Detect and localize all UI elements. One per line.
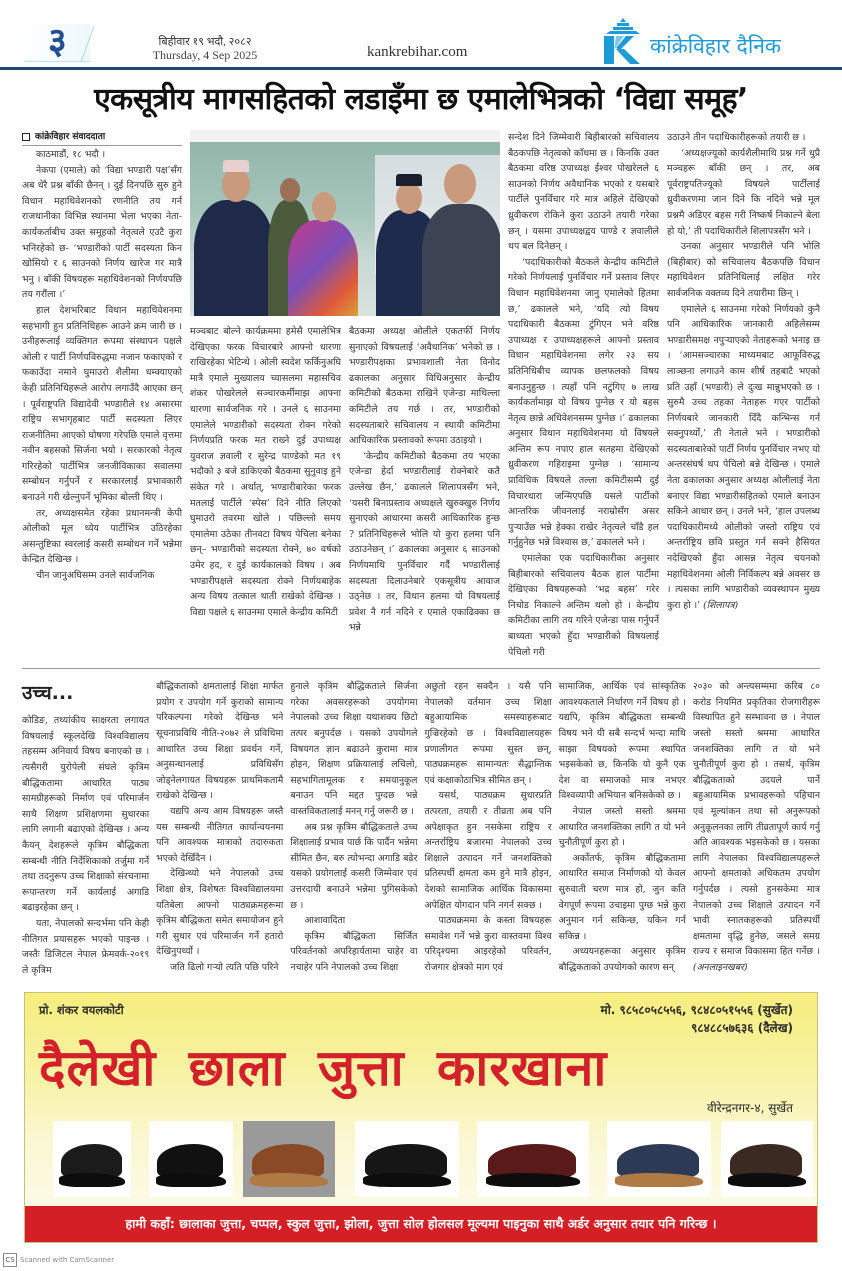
ad-proprietor: प्रो. शंकर वयलकोटी xyxy=(39,1003,124,1018)
scanner-text: Scanned with CamScanner xyxy=(20,1256,115,1265)
date-nepali: बिहीवार १९ भदौ, २०८२ xyxy=(158,36,252,48)
shoe-sole xyxy=(250,1173,327,1187)
lead-column-2 xyxy=(190,324,341,620)
ad-phone-number-2: ९८४८८५७६३६ (दैलेख) xyxy=(691,1021,793,1036)
paragraph: यता, नेपालको सन्दर्भमा पनि केही नीतिगत प्रयासहरू भएको पाइन्छ । जस्तैः डिजिटल नेपाल फ्रेमवर्क-२०१९ ले कृत्रिम xyxy=(22,917,150,976)
shoe-sole xyxy=(59,1173,125,1187)
photo-head-5 xyxy=(444,164,476,204)
subheading: आशावादिता xyxy=(304,915,346,927)
shoe-product-image xyxy=(53,1121,131,1197)
ad-phone-numbers: मो. ९८५८०५८५५६, ९८४८०५१५५६ (सुर्खेत) xyxy=(600,1003,793,1018)
continuation-kicker: उच्च... xyxy=(22,682,74,705)
paragraph: पाठ्यक्रममा के कस्ता विषयहरू समावेश गर्ने भन्ने कुरा वास्तवमा विश्व परिदृश्यमा आइरहेको परिवर्तन, रोजगार क्षेत्रको माग एवं xyxy=(424,915,552,973)
paragraph: ‘केन्द्रीय कमिटीको बैठकमा तय भएका एजेन्डा हेर्दा भण्डारीलाई रोक्नेबारे कतै उल्लेख छैन,’ ढकालले शिलापत्रसँग भने, ‘यसरी बिनाप्रस्ताव अध्यक्षले खुरुक्खुरु निर्णय सुनाएको आधारमा कसरी आधिकारिक हुन्छ ? प्रतिनिधिहरूले भोलि यो कुरा हलमा पनि उठाउनेछन् ।’ ढकालका अनुसार ६ साउनको निर्णयमाथि पुनर्विचार गर्दै भण्डारीलाई सदस्यता दिलाउनेबारे एकसूत्रीय आवाज उठ्नेछ । तर, विधान हलमा यो विषयलाई प्रवेश नै गर्न नदिने र एमाले एकाढिक्का छ भन्ने xyxy=(349,450,500,634)
paragraph: अर्कोतर्फ, कृत्रिम बौद्धिकतामा आधारित समाज निर्माणको यो केवल सुरुवाती चरण मात्र हो, जुन कति वेगपूर्ण रूपमा उचाइमा पुग्छ भन्ने कुरा अनुमान गर्न सकिन्छ, यकिन गर्न सकिन्न । xyxy=(558,852,686,942)
paragraph: बैठकमा अध्यक्ष ओलीले एकतर्फी निर्णय सुनाएको विषयलाई ‘अवैधानिक’ भनेको छ । भण्डारीपक्षका प्रभावशाली नेता विनोद ढकालका अनुसार विधिअनुसार केन्द्रीय कमिटीको बैठकमा राखिने एजेन्डा माथिल्ला कमिटीले तय गर्छ । तर, भण्डारीको सदस्यताबारे सचिवालय न स्थायी कमिटीमा आधिकारिक प्रस्तावको रूपमा उठाइयो । xyxy=(349,326,500,447)
paragraph: एमालेका एक पदाधिकारीका अनुसार बिहीबारको सचिवालय बैठक हाल पार्टीमा देखिएका विषयहरूको ‘भद्र बहस’ गरेर निचोड निकाल्ने अन्तिम थलो हो । केन्द्रीय कमिटीका लागि तय गरिने एजेन्डा पास गर्नुपर्ने बाध्यता भएको हुँदा भण्डारीको विषयलाई पेचिलो गरी xyxy=(508,553,659,658)
paragraph: सन्देश दिने जिम्मेवारी बिहीबारको सचिवालय बैठकपछि नेतृत्वको काँधमा छ । किनकि उक्त बैठकमा वरिष्ठ उपाध्यक्ष ईश्वर पोखरेलले ६ साउनको निर्णय अवैधानिक भएको र यसबारे पार्टीले पुनर्विचार गरे मात्र अहिले देखिएको ध्रुवीकरण रोकिने कुरा उठाउने तयारी गरेका छन् । यसमा उपाध्यक्षद्वय पाण्डे र ज्ञवालीले थप बल दिनेछन् । xyxy=(508,132,659,253)
second-column-3 xyxy=(290,679,417,975)
shoe-product-image xyxy=(149,1121,233,1197)
second-article xyxy=(22,679,820,978)
paragraph: यद्यपि अन्य आम विषयहरू जस्तै यस सम्बन्धी नीतिगत कार्यान्वयनमा पनि आवश्यक मात्राको तदारुकता भएको देखिँदैन । xyxy=(156,805,284,864)
paragraph: कोडिङ, तथ्यांकीय साक्षरता लगायत विषयलाई स्कूलदेखि विश्वविद्यालय तहसम्म अनिवार्य विषय बनाएको छ । त्यसैगरी युरोपेली संघले कृत्रिम बौद्धिकतामा आधारित पाठ्य सामग्रीहरूको निर्माण एवं परिमार्जन साथै शिक्षण प्रशिक्षणमा सुधारका लागि लगानी बढाएको देखिन्छ । अन्य कैयन् देशहरूले कृत्रिम बौद्धिकता सम्बन्धी नीति निर्देशिकाको तर्जुमा गर्ने तथा तदनुरूप उच्च शिक्षाको संरचनामा रूपान्तरण गर्ने कार्यलाई अगाडि बढाइरहेका छन् । xyxy=(22,715,150,914)
paragraph xyxy=(693,679,820,975)
date-english: Thursday, 4 Sep 2025 xyxy=(152,48,258,62)
paragraph: हाल देशभरिबाट विधान महाधिवेशनमा सहभागी हुन प्रतिनिधिहरू आउने क्रम जारी छ । उनीहरूलाई व्यक्तिगत रूपमा संस्थापन पक्षले ओली र पार्टी निर्णयविरुद्धमा नजान फकाएको र फकाउँदा नमाने घुमाउरो शैलीमा धम्क्याएको केही प्रतिनिधिहरूले आरोप लगाउँदै आएका छन् । पूर्वराष्ट्रपति विद्यादेवी भण्डारीले १४ असारमा राष्ट्रिय सभागृहबाट पार्टी सदस्यता लिएर राजनीतिमा आएको घोषणा गरेपछि एमाले वृत्तमा नवीन बहसको सिर्जना भयो । सरकारको नेतृत्व गरिरहेको पार्टीभित्र जनजीविकाका सवालमा सम्बोधन गर्नुपर्ने र सरकारलाई प्रभावकारी बनाउने गरी खेल्नुपर्ने भूमिका बोल्ती थिए । xyxy=(22,304,182,504)
paragraph-text: एमालेले ६ साउनमा गरेको निर्णयको कुनै पनि आधिकारिक जानकारी अहिलेसम्म भण्डारीसमक्ष नपुर्‍याएको नेताहरूको भनाइ छ । ‘आमसञ्चारका माध्यमबाट आफूविरुद्ध लाञ्छना लगाउने काम शीर्ष तहबाटै भएको प्रति उहाँ (भण्डारी) ले दुःख मान्नुभएको छ । सुरुमै उच्च तहका नेताहरू गएर पार्टीको निर्णयबारे जानकारी दिँदै कन्भिन्स गर्न सक्नुपर्थ्यो,’ ती नेताले भने । भण्डारीको सदस्यताबारेको पार्टी निर्णय पुनर्विचार नभए यो अन्तरसंघर्ष थप पेचिलो बन्ने देखिन्छ । एमाले नेता ढकालका अनुसार अध्यक्ष ओलीलाई नेता बनाएर विद्या भण्डारीसहितको एमाले बनाउन सकिने आधार छन् । उनले भने, ‘हाल उपलब्ध पदाधिकारीमध्ये ओलीको जस्तो राष्ट्रिय एवं अन्तर्राष्ट्रिय छवि प्रस्तुत गर्न सक्ने हैसियत नदेखिएको हुँदा आसन्न नेतृत्व चयनको महाधिवेशनमा ओली निर्विकल्प बन्ने अवसर छ । त्यसका लागि भण्डारीको व्यवस्थापन मुख्य कुरा हो ।’ xyxy=(667,303,821,611)
paragraph: अछुतो रहन सक्दैन । यसै पनि नेपालको वर्तमान उच्च शिक्षा बहुआयामिक समस्याहरूबाट गुज्रिरहेको छ । विश्वविद्यालयहरू प्रणालीगत रूपमा सुस्त छन्, पाठ्यक्रमहरू सामान्यतः सैद्धान्तिक एवं कक्षाकोठाभित्र सीमित छन् । xyxy=(424,681,552,786)
newspaper-logo xyxy=(600,18,836,66)
photo-head-4 xyxy=(396,182,422,214)
paragraph: उठाउने तीन पदाधिकारीहरूको तयारी छ । xyxy=(667,132,806,143)
second-column-1 xyxy=(22,679,149,978)
paragraph: कृत्रिम बौद्धिकता सिर्जित परिवर्तनको अपरिहार्यतामा चाहेर वा नचाहेर पनि नेपालको उच्च शिक्षा xyxy=(290,930,418,973)
paragraph: सामाजिक, आर्थिक एवं सांस्कृतिक आवश्यकताले निर्धारण गर्ने विषय हो । यद्यपि, कृत्रिम बौद्धिकता सम्बन्धी विषय भने यी सबै सन्दर्भ भन्दा माथि साझा विषयको रूपमा स्थापित भइसकेको छ, किनकि यो कुनै एक देश वा समाजको मात्र नभएर विश्वव्यापी अभियान बनिसकेको छ । xyxy=(558,681,686,802)
paragraph: देखिन्थ्यो भने नेपालको उच्च शिक्षा क्षेत्र, विशेषतः विश्वविद्यालयमा यतिबेला आफ्नो पाठ्यक्रमहरूमा कृत्रिम बौद्धिकता समेत समायोजन हुने गरी सुधार एवं परिमार्जन गर्ने हतारो देखिनुपर्थ्यो । xyxy=(156,868,284,958)
date-block xyxy=(130,36,280,62)
photo-cap-1 xyxy=(223,160,249,172)
paragraph: अब प्रश्न कृत्रिम बौद्धिकताले उच्च शिक्षालाई प्रभाव पार्छ कि पार्दैन भन्नेमा सीमित छैन, बरु त्योभन्दा अगाडि बढेर यसको प्रयोगलाई कसरी जिम्मेवार एवं उत्तरदायी बनाउने भन्नेमा पुगिसकेको छ । xyxy=(290,821,418,911)
photo-person-5 xyxy=(422,204,500,316)
shoe-product-image xyxy=(243,1121,335,1197)
lead-column-3 xyxy=(349,324,500,636)
ad-phone-block xyxy=(601,1001,793,1037)
ad-title: दैलेखी छाला जुत्ता कारखाना xyxy=(39,1039,608,1098)
shoe-sole xyxy=(615,1173,702,1187)
shoe-product-image xyxy=(721,1121,813,1197)
paragraph: हुनाले कृत्रिम बौद्धिकताले सिर्जना गरेका अवसरहरूको उपयोगमा नेपालको उच्च शिक्षा यथाशक्य छिटो तत्पर बनुपर्दछ । यसको उपयोगले विषयगत ज्ञान बढाउने कुरामा मात्र होइन, शिक्षण प्रक्रियालाई लचिलो, सहभागितामूलक र समयानुकूल बनाउन पनि मद्दत पुग्दछ भन्ने वास्तविकतालाई मनन् गर्नु जरूरी छ । xyxy=(290,681,418,817)
shoe-sole xyxy=(363,1173,450,1187)
paragraph: ‘अध्यक्षज्यूको कार्यशैलीमाथि प्रश्न गर्ने धुप्रै मञ्चहरू बाँकी छन् । तर, अब पूर्वराष्ट्रपतिज्यूको विषयले पार्टीलाई ध्रुवीकरणमा जान दिने कि नदिने भन्ने मूल प्रश्नमै अडिएर बहस गरी निष्कर्ष निकाल्ने बेला हो यो,’ ती पदाधिकारीले शिलापत्रसँग भने । xyxy=(667,147,820,237)
paragraph: जति ढिलो गर्‍यो त्यति पछि परिने xyxy=(170,961,279,973)
shoe-product-image xyxy=(607,1121,711,1197)
photo-person-1 xyxy=(194,200,274,316)
paragraph: ‘पदाधिकारीको बैठकले केन्द्रीय कमिटीले गरेको निर्णयलाई पुनर्विचार गर्ने प्रस्ताव लिएर विधान महाधिवेशनमा जानु एमालेको हितमा छ,’ ढकालले भने, ‘यदि त्यो विषय पदाधिकारी बैठकमा टुंगिएन भने वरिष्ठ उपाध्यक्ष र उपाध्यक्षहरूले आफ्नो प्रस्ताव विधान महाधिवेशनमा लगेर २३ सय प्रतिनिधिबीच व्यापक छलफलको विषय बनाउनुहुन्छ । त्यहाँ पनि नटुंगिए ७ लाख कार्यकर्तामाझ यो विषय पुग्नेछ र यो बहस नेतृत्व छान्ने अधिवेशनसम्म पुग्नेछ ।’ ढकालका अनुसार विधान महाधिवेशनमा यो विषयले अन्तिम रूप नपाए हाल सतहमा देखिएको ध्रुवीकरण गहिराइमा पुग्नेछ । ‘सामान्य प्राविधिक विषयले तल्ला कमिटीसम्मै दुई विचारधारा जन्मिएपछि यसले पार्टीको आन्तरिक जीवनलाई नराम्रोसँग असर पुर्‍याउँछ भन्ने हेक्का राखेर नेतृत्वले चाँडै हल गर्नुहुनेछ भन्ने विश्वास छ,’ ढकालले भने । xyxy=(508,256,659,549)
photo-head-1 xyxy=(222,168,250,202)
checkbox-square-icon xyxy=(22,133,30,141)
ad-header-row xyxy=(25,993,817,1037)
lead-column-5 xyxy=(667,130,820,613)
paragraph-text: २०३० को अन्त्यसम्ममा करिब ८० करोड नियमित प्रकृतिका रोजगारीहरू विस्थापित हुने सम्भावना छ । नेपाल जस्तो सस्तो श्रममा आधारित जनशक्तिका लागि त यो भने चुनौतीपूर्ण कुरा हो । तसर्थ, कृत्रिम बौद्धिकताको उदयले पार्ने बहुआयामिक प्रभावहरूको पहिचान एवं मूल्यांकन तथा सो अनुरूपको अनुकूलनका लागि तीव्रतापूर्ण कार्य गर्नु अति आवश्यक भइसकेको छ । यसका लागि नेपालका विश्वविद्यालयहरूले आफ्नो क्षमताको अधिकतम उपयोग गर्नुपर्दछ । त्यसो हुनसकेमा मात्र नेपालको उच्च शिक्षाले उत्पादन गर्ने भावी स्नातकहरूको प्रतिस्पर्धी क्षमतामा वृद्धि हुनेछ, जसले समग्र राज्य र समाज विकासमा हित गर्नेछ । xyxy=(692,681,820,958)
website-link[interactable]: kankrebihar.com xyxy=(367,44,468,60)
ad-address: वीरेन्द्रनगर-४, सुर्खेत xyxy=(706,1101,793,1116)
page-number: ३ xyxy=(48,21,67,62)
shoe-sole xyxy=(156,1173,227,1187)
camscanner-logo-icon: CS xyxy=(3,1253,17,1267)
lead-column-1 xyxy=(22,130,182,584)
shoe-product-image xyxy=(477,1121,589,1197)
photo-head-2 xyxy=(280,178,300,202)
paragraph: यसर्थ, पाठ्यक्रम सुधारप्रति तत्परता, तयारी र तीव्रता अब पनि अपेक्षाकृत हुन नसकेमा राष्ट्रिय र अन्तर्राष्ट्रिय बजारमा नेपालको उच्च शिक्षाले उत्पादन गर्ने जनशक्तिको प्रतिस्पर्धी क्षमता कम हुने मात्रै होइन, देशको सामाजिक आर्थिक विकासमा अपेक्षित योगदान पनि नगर्न सक्छ । xyxy=(424,790,552,911)
section-divider xyxy=(22,668,820,669)
shoe-factory-advertisement xyxy=(24,992,818,1243)
ad-banner: हामी कहाँ: छालाका जुत्ता, चप्पल, स्कुल जुत्ता, झोला, जुत्ता सोल होलसल मूल्यमा पाइनुका साथै अर्डर अनुसार तयार पनि गरिन्छ । xyxy=(25,1206,817,1242)
photo-head-3 xyxy=(312,192,336,222)
dateline: काठमाडौं, १८ भदौ । xyxy=(36,149,106,160)
source-credit: (अनलाइनखबर) xyxy=(692,961,748,973)
scanner-watermark xyxy=(3,1253,842,1267)
masthead xyxy=(0,0,842,70)
photo-cap-4 xyxy=(396,174,422,186)
lead-column-4 xyxy=(508,130,659,660)
second-column-4 xyxy=(424,679,551,975)
lead-article xyxy=(22,130,820,660)
lead-headline: एकसूत्रीय मागसहितको लडाइँमा छ एमालेभित्रको ‘विद्या समूह’ xyxy=(94,82,748,117)
article-photo xyxy=(190,130,500,316)
byline xyxy=(22,130,182,146)
paragraph: उनका अनुसार भण्डारीले पनि भोलि (बिहीबार) को सचिवालय बैठकपछि विधान महाधिवेशन प्रतिनिधिलाई लक्षित गरेर सार्वजनिक वक्तव्य दिने तयारीमा छिन् । xyxy=(667,241,820,299)
second-column-6 xyxy=(693,679,820,975)
shoe-sole xyxy=(486,1173,580,1187)
masthead-rule xyxy=(0,67,842,70)
photo-ceiling xyxy=(190,130,500,142)
paragraph: नेकपा (एमाले) को ‘विद्या भण्डारी पक्ष’सँग अब धेरै प्रश्न बाँकी छैनन् । दुई दिनपछि सुरु हुने विधान महाधिवेशनको रणनीति तय गर्न राजधानीका विभिन्न स्थानमा भेला भएका नेता-कार्यकर्ताबीच उक्त समूहको नेतृत्वले एउटै कुरा भनिरहेको छ- ‘भण्डारीको पार्टी सदस्यता किन खोसियो र ६ साउनको निर्णय खारेज गर मात्रै भनु । बाँकी विषयहरू महाधिवेशनको निर्णयपछि तय गरौंला ।’ xyxy=(22,164,182,301)
stupa-k-logo-icon xyxy=(600,18,646,66)
photo-person-3 xyxy=(288,220,358,316)
shoe-gallery xyxy=(53,1121,813,1197)
byline-text: कांक्रेविहार संवाददाता xyxy=(35,132,106,142)
logo-text: कांक्रेविहार दैनिक xyxy=(650,34,782,58)
lead-middle-columns xyxy=(190,130,500,636)
source-credit: (शिलापत्र) xyxy=(703,599,739,611)
paragraph: नेपाल जस्तो सस्तो श्रममा आधारित जनशक्तिका लागि त यो भने चुनौतीपूर्ण कुरा हो । xyxy=(558,805,686,849)
paragraph: तर, अध्यक्षसमेत रहेका प्रधानमन्त्री केपी ओलीको मूल ध्येय पार्टीभित्र उठिरहेका असन्तुष्टिका स्वरलाई कसरी सम्बोधन गर्ने भन्नेमा केन्द्रित देखिन्छ । xyxy=(22,507,182,566)
second-column-5 xyxy=(559,679,686,975)
paragraph: चीन जानुअघिसम्म उनले सार्वजनिक xyxy=(36,570,155,582)
paragraph xyxy=(667,302,820,614)
second-column-2 xyxy=(156,679,283,975)
paragraph: मञ्चबाट बोल्ने कार्यक्रममा हमेसै एमालेभित्र देखिएका फरक विचारबारे आफ्नो धारणा राखिरहेका भेटिन्थे । ओली स्वदेश फर्किनुअघि मात्रै एमाले मुख्यालय च्यासलमा महासचिव शंकर पोखरेलले सञ्चारकर्मीमाझ आफ्ना धारणा सार्वजनिक गरे । उनले ६ साउनमा एमालेले भण्डारीको सदस्यता रोक्न गरेको निर्णयप्रति फरक मत राख्ने दुई उपाध्यक्ष युवराज ज्ञवाली र सुरेन्द्र पाण्डेको मत १९ भदौको ३ बजे डाकिएको बैठकमा सुनुवाइ हुने संकेत गरे । अर्थात्, भण्डारीबारेका फरक मतलाई पार्टीले ‘स्पेस’ दिने नीति लिएको घुमाउरो तवरमा खोले । पछिल्लो समय एमालेमा उठेका तीनवटा विषय पेचिला बनेका छन्– भण्डारीको सदस्यता रोक्ने, ७० वर्षको उमेर हद, र दुई कार्यकालको विषय । अब भण्डारीपक्षले सदस्यता रोक्ने निर्णयबाहेक अन्य विषय तत्काल थाती राखेको देखिन्छ । विद्या पक्षले ६ साउनमा एमाले केन्द्रीय कमिटी xyxy=(190,326,341,618)
shoe-sole xyxy=(728,1173,805,1187)
paragraph: अध्ययनहरूका अनुसार कृत्रिम बौद्धिकताको उपयोगको कारण सन् xyxy=(558,946,686,973)
shoe-product-image xyxy=(355,1121,459,1197)
paragraph: बौद्धिकताको क्षमतालाई शिक्षा मार्फत प्रयोग र उपयोग गर्ने कुराको सामान्य परिकल्पना गरेको देखिन्छ भने सूचनाप्रविधि नीति-२०७२ ले प्रविधिमा आधारित उच्च शिक्षा प्रवर्धन गर्ने, अनुसन्धानलाई प्रविधिसँग जोड्नेलगायत विषयहरू प्राथमिकतामै राखेको देखिन्छ । xyxy=(156,681,284,802)
